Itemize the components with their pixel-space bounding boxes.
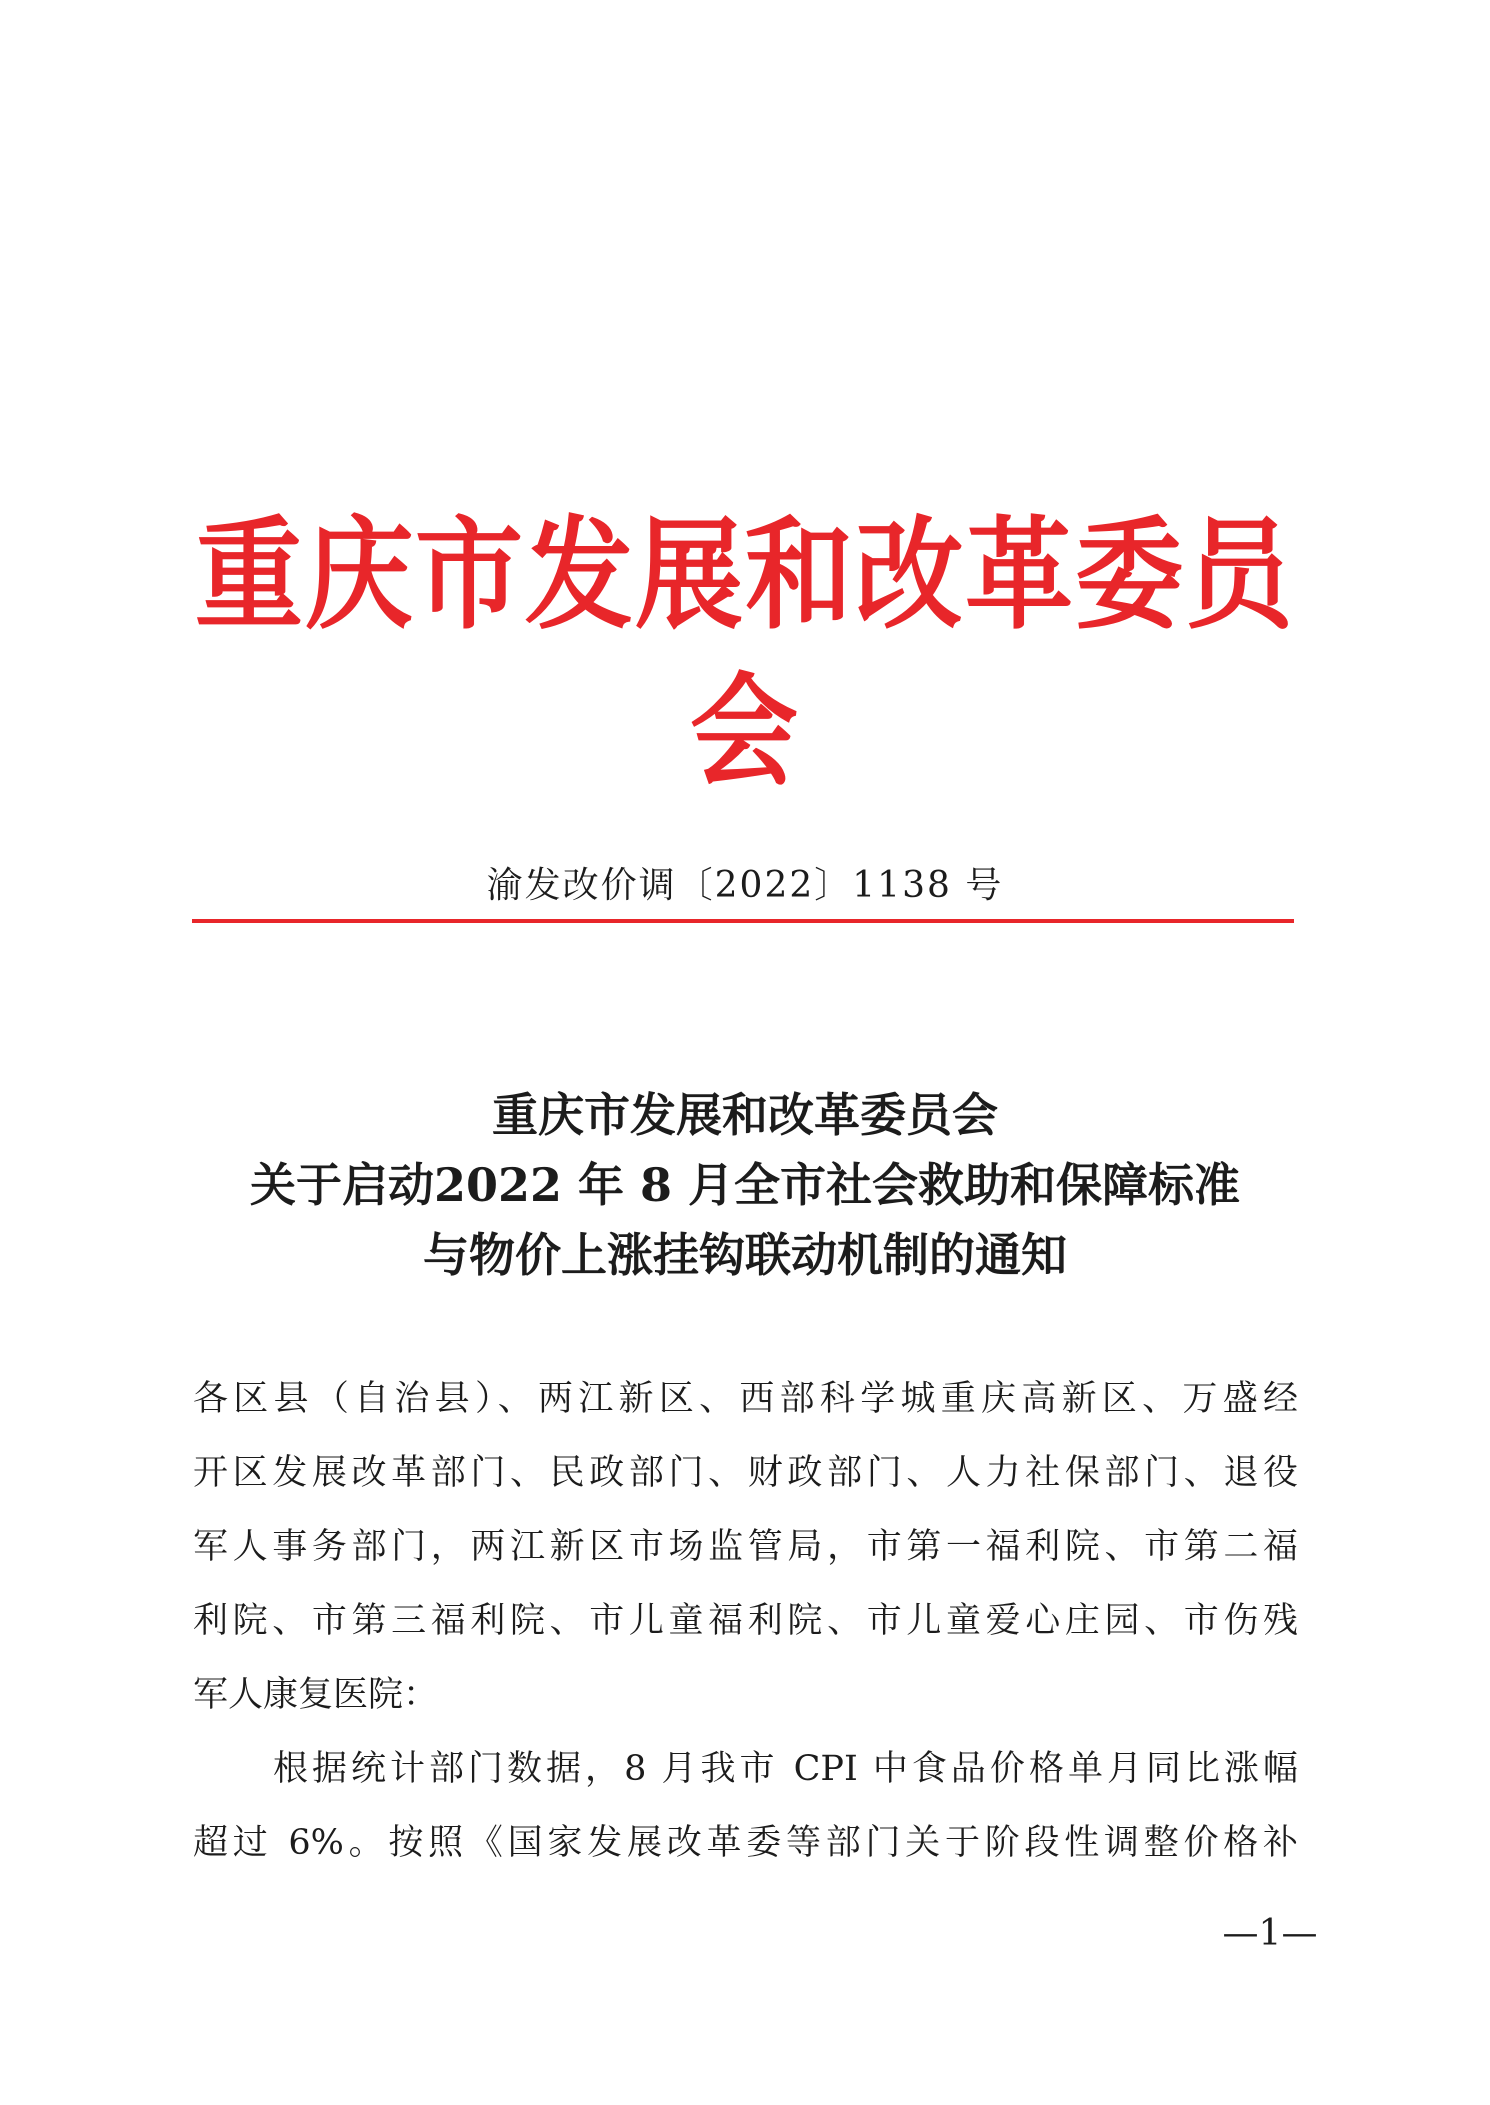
title-line-3: 与物价上涨挂钩联动机制的通知 <box>423 1228 1067 1282</box>
addressee-block <box>193 1362 1298 1732</box>
paragraph-line: 根据统计部门数据，8 月我市 CPI 中食品价格单月同比涨幅 <box>273 1749 1298 1789</box>
addressee-line: 开区发展改革部门、民政部门、财政部门、人力社保部门、退役 <box>193 1453 1298 1493</box>
page-number: —1— <box>1222 1913 1318 1954</box>
document-title <box>150 1080 1340 1290</box>
addressee-line: 各区县（自治县）、两江新区、西部科学城重庆高新区、万盛经 <box>193 1379 1298 1419</box>
addressee-line: 军人康复医院： <box>193 1675 439 1715</box>
body-paragraph <box>193 1732 1298 1880</box>
title-line-1: 重庆市发展和改革委员会 <box>492 1088 998 1142</box>
title-line-2: 关于启动2022 年 8 月全市社会救助和保障标准 <box>249 1158 1241 1212</box>
document-number: 渝发改价调〔2022〕1138 号 <box>486 865 1004 906</box>
red-divider-rule <box>192 919 1294 923</box>
paragraph-line: 超过 6%。按照《国家发展改革委等部门关于阶段性调整价格补 <box>193 1823 1298 1863</box>
addressee-line: 利院、市第三福利院、市儿童福利院、市儿童爱心庄园、市伤残 <box>193 1601 1298 1641</box>
organization-header: 重庆市发展和改革委员会 <box>194 506 1295 803</box>
addressee-line: 军人事务部门，两江新区市场监管局，市第一福利院、市第二福 <box>193 1527 1298 1567</box>
